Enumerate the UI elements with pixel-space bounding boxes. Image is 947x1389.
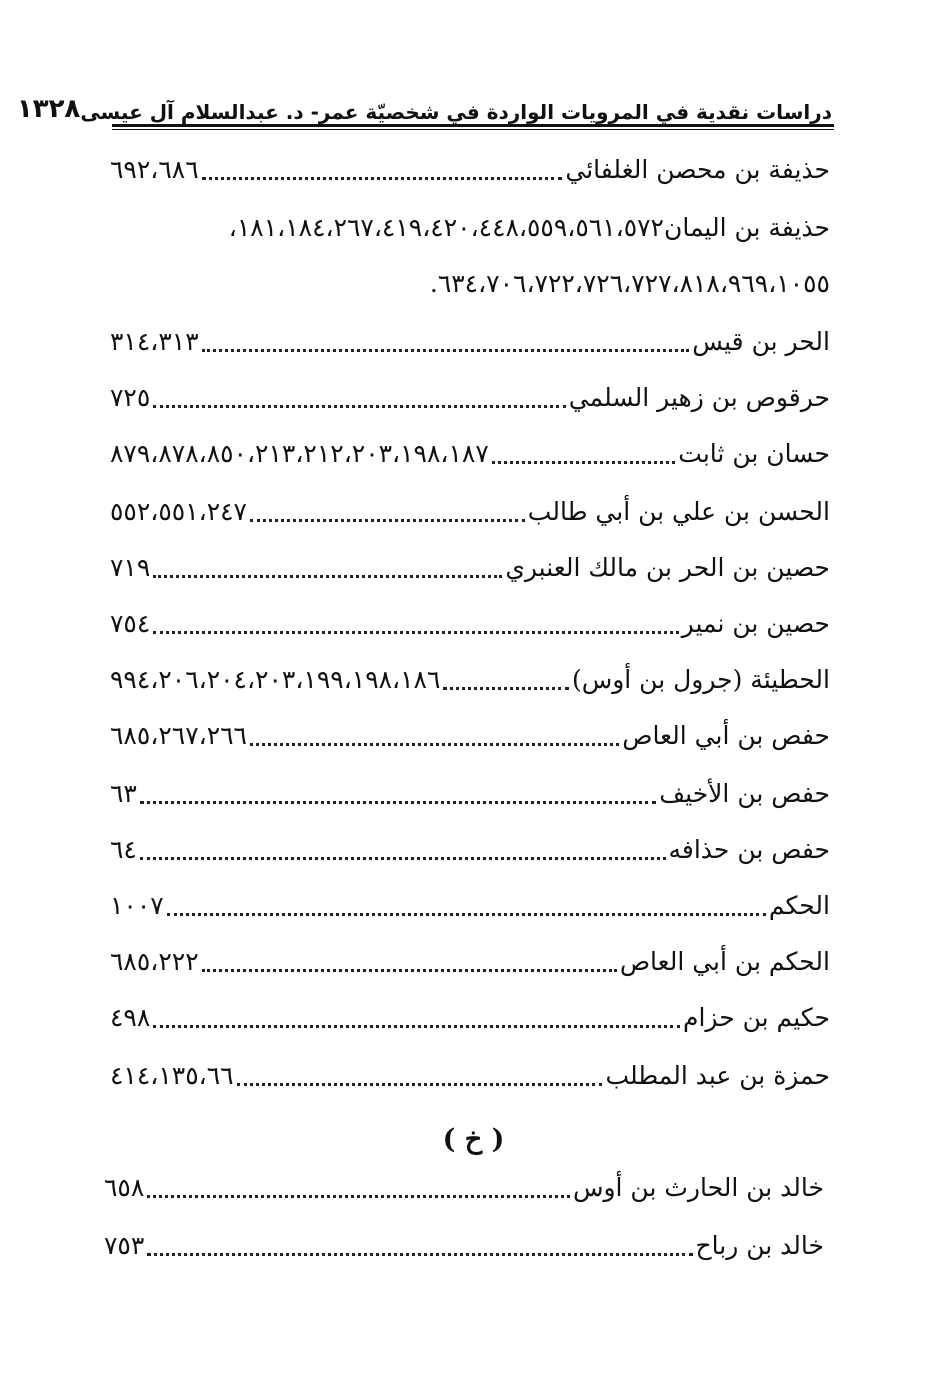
entry-pages: ٦٨٥،٢٢٢	[110, 947, 199, 976]
entry-pages: ٦٨٥،٢٦٧،٢٦٦	[110, 721, 247, 750]
index-entry	[110, 716, 830, 756]
entry-pages: ٣١٤،٣١٣	[110, 327, 199, 356]
entry-name: حفص بن حذافه	[668, 835, 830, 864]
entry-name: حذيفة بن محصن الغلفائي	[565, 155, 830, 184]
entry-name: حرقوص بن زهير السلمي	[568, 383, 830, 412]
index-entry	[110, 886, 830, 926]
leader-dots	[202, 969, 617, 972]
entry-pages: ٧٥٣	[104, 1231, 145, 1260]
index-entry	[110, 942, 830, 982]
entry-name: الحكم	[768, 891, 830, 920]
entry-name: حكيم بن حزام	[683, 1003, 830, 1032]
entry-pages: ٧١٩	[110, 553, 151, 582]
entry-name: حصين بن نمير	[681, 609, 830, 638]
leader-dots	[492, 461, 676, 464]
leader-dots	[153, 405, 566, 408]
entry-pages-continuation: ٦٣٤،٧٠٦،٧٢٢،٧٢٦،٧٢٧،٨١٨،٩٦٩،١٠٥٥.	[429, 269, 830, 298]
index-entry	[110, 774, 830, 814]
index-entry	[104, 1226, 824, 1266]
leader-dots	[202, 349, 690, 352]
entry-pages: ٦٣	[110, 779, 137, 808]
entry-pages: ٦٤	[110, 835, 137, 864]
leader-dots	[153, 1025, 680, 1028]
section-heading-kha: ( خ )	[442, 1124, 505, 1155]
index-entry	[110, 998, 830, 1038]
entry-name: الحر بن قيس	[692, 327, 830, 356]
leader-dots	[140, 857, 666, 860]
entry-pages: ٧٥٤	[110, 609, 151, 638]
entry-pages: ٥٥٢،٥٥١،٢٤٧	[110, 497, 247, 526]
leader-dots	[167, 913, 766, 916]
entry-pages: ٤١٤،١٣٥،٦٦	[110, 1061, 234, 1090]
leader-dots	[250, 519, 525, 522]
entry-pages: ١٠٠٧	[110, 891, 164, 920]
entry-name: الحكم بن أبي العاص	[619, 947, 830, 976]
index-entry	[110, 322, 830, 362]
leader-dots	[147, 1195, 570, 1198]
header-rule-thin	[112, 129, 834, 130]
page-number: ١٣٢٨	[16, 94, 81, 124]
index-entry	[110, 604, 830, 644]
index-entry	[110, 150, 830, 190]
leader-dots	[153, 631, 678, 634]
entry-pages: ٤٩٨	[110, 1003, 151, 1032]
entry-name: خالد بن رباح	[695, 1231, 824, 1260]
entry-pages: ٩٩٤،٢٠٦،٢٠٤،٢٠٣،١٩٩،١٩٨،١٨٦	[110, 665, 441, 694]
index-entry	[110, 1056, 830, 1096]
entry-name: حفص بن الأخيف	[659, 779, 830, 808]
leader-dots	[153, 575, 502, 578]
leader-dots	[147, 1253, 692, 1256]
entry-name: الحطيئة (جرول بن أوس)	[571, 665, 830, 694]
entry-pages: ٦٥٨	[104, 1173, 145, 1202]
leader-dots	[237, 1083, 603, 1086]
entry-name: الحسن بن علي بن أبي طالب	[527, 497, 830, 526]
entry-pages: ٧٢٥	[110, 383, 151, 412]
entry-name: حمزة بن عبد المطلب	[605, 1061, 830, 1090]
index-entry	[104, 1168, 824, 1208]
entry-pages: ٦٩٢،٦٨٦	[110, 155, 199, 184]
index-entry	[110, 548, 830, 588]
entry-name: خالد بن الحارث بن أوس	[572, 1173, 824, 1202]
index-entry	[110, 378, 830, 418]
leader-dots	[202, 177, 563, 180]
index-entry	[110, 830, 830, 870]
leader-dots	[250, 743, 619, 746]
header-title: دراسات نقدية في المرويات الواردة في شخصيّة عمر- د. عبدالسلام آل عيسى	[80, 100, 832, 124]
leader-dots	[443, 687, 569, 690]
leader-dots	[140, 801, 656, 804]
entry-name: حصين بن الحر بن مالك العنبري	[505, 553, 830, 582]
index-entry	[110, 434, 830, 474]
entry-name: حفص بن أبي العاص	[622, 721, 830, 750]
header-rule-thick	[112, 124, 834, 127]
running-header	[16, 80, 832, 124]
index-entry	[110, 660, 830, 700]
index-entry	[110, 492, 830, 532]
entry-pages: ٨٧٩،٨٧٨،٨٥٠،٢١٣،٢١٢،٢٠٣،١٩٨،١٨٧	[110, 439, 489, 468]
entry-name: حسان بن ثابت	[678, 439, 830, 468]
index-entry	[110, 208, 830, 248]
entry-name: حذيفة بن اليمان	[663, 213, 830, 242]
entry-pages: ١٨١،١٨٤،٢٦٧،٤١٩،٤٢٠،٤٤٨،٥٥٩،٥٦١،٥٧٢،	[228, 213, 664, 242]
